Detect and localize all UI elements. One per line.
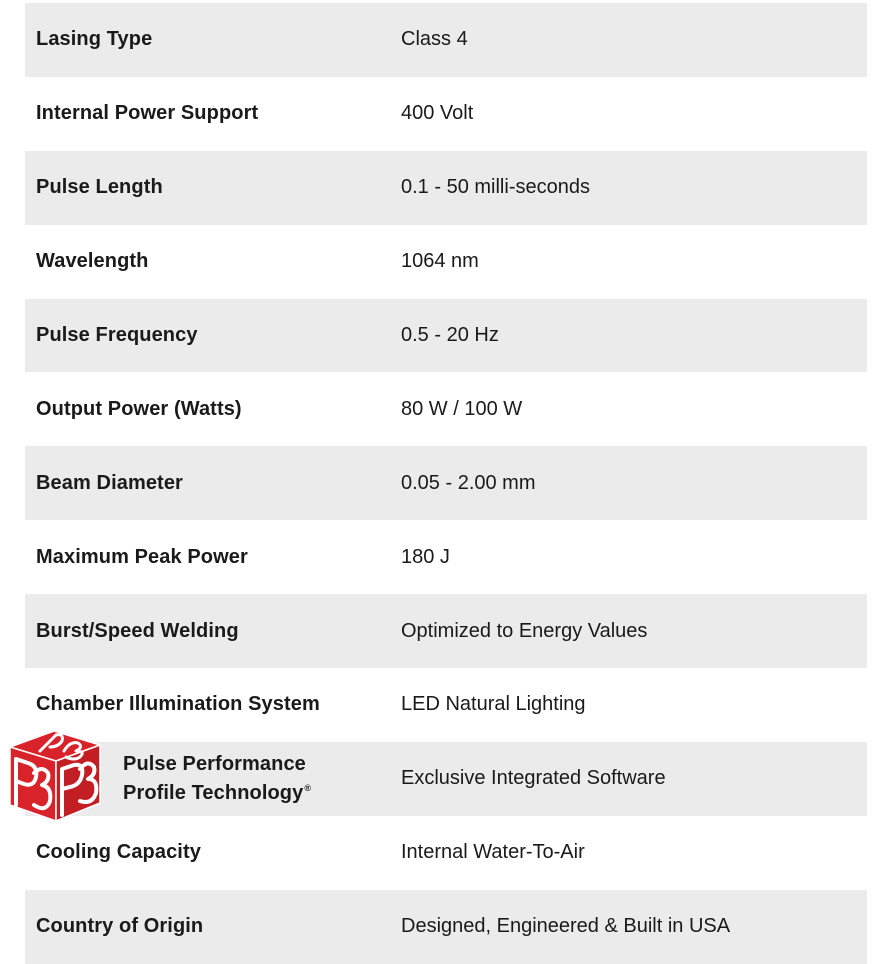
spec-label: Internal Power Support [36, 102, 259, 125]
spec-row-wavelength [25, 225, 867, 299]
spec-table [25, 3, 867, 964]
spec-label: Country of Origin [36, 915, 204, 938]
registered-trademark: ® [304, 783, 312, 794]
spec-label: Beam Diameter [36, 471, 183, 494]
spec-value: LED Natural Lighting [401, 693, 586, 716]
spec-label: Burst/Speed Welding [36, 619, 239, 642]
spec-row-pulse-length [25, 151, 867, 225]
spec-label: Cooling Capacity [36, 841, 201, 864]
spec-row-output-power [25, 372, 867, 446]
spec-row-burst-speed-welding [25, 594, 867, 668]
spec-label: Chamber Illumination System [36, 693, 320, 716]
spec-label-line1: Pulse Performance [123, 753, 306, 776]
spec-value: 0.5 - 20 Hz [401, 324, 499, 346]
spec-value: 1064 nm [401, 250, 479, 273]
spec-label: Output Power (Watts) [36, 397, 242, 420]
spec-label: Maximum Peak Power [36, 545, 248, 568]
spec-label: Pulse Frequency [36, 324, 198, 346]
spec-value: Class 4 [401, 28, 468, 51]
spec-value: Exclusive Integrated Software [401, 767, 666, 790]
spec-row-beam-diameter [25, 446, 867, 520]
spec-row-lasing-type [25, 3, 867, 77]
spec-row-chamber-illumination [25, 668, 867, 742]
spec-value: 0.05 - 2.00 mm [401, 471, 536, 494]
spec-row-maximum-peak-power [25, 520, 867, 594]
spec-value: 0.1 - 50 milli-seconds [401, 176, 590, 199]
spec-value: 180 J [401, 545, 450, 568]
spec-row-cooling-capacity [25, 816, 867, 890]
spec-row-country-of-origin [25, 890, 867, 964]
spec-row-internal-power-support [25, 77, 867, 151]
spec-row-pulse-frequency [25, 299, 867, 373]
spec-label: Wavelength [36, 250, 149, 273]
spec-value: 400 Volt [401, 102, 474, 125]
spec-value: Internal Water-To-Air [401, 841, 585, 864]
spec-value: Optimized to Energy Values [401, 619, 648, 642]
spec-label-line2: Profile Technology [123, 782, 304, 805]
spec-label: Pulse Length [36, 176, 163, 199]
p3-cube-logo [0, 721, 116, 829]
spec-label [123, 752, 311, 805]
spec-value: Designed, Engineered & Built in USA [401, 915, 731, 938]
spec-row-pulse-performance-profile [25, 742, 867, 816]
spec-label: Lasing Type [36, 28, 153, 51]
spec-value: 80 W / 100 W [401, 397, 523, 420]
